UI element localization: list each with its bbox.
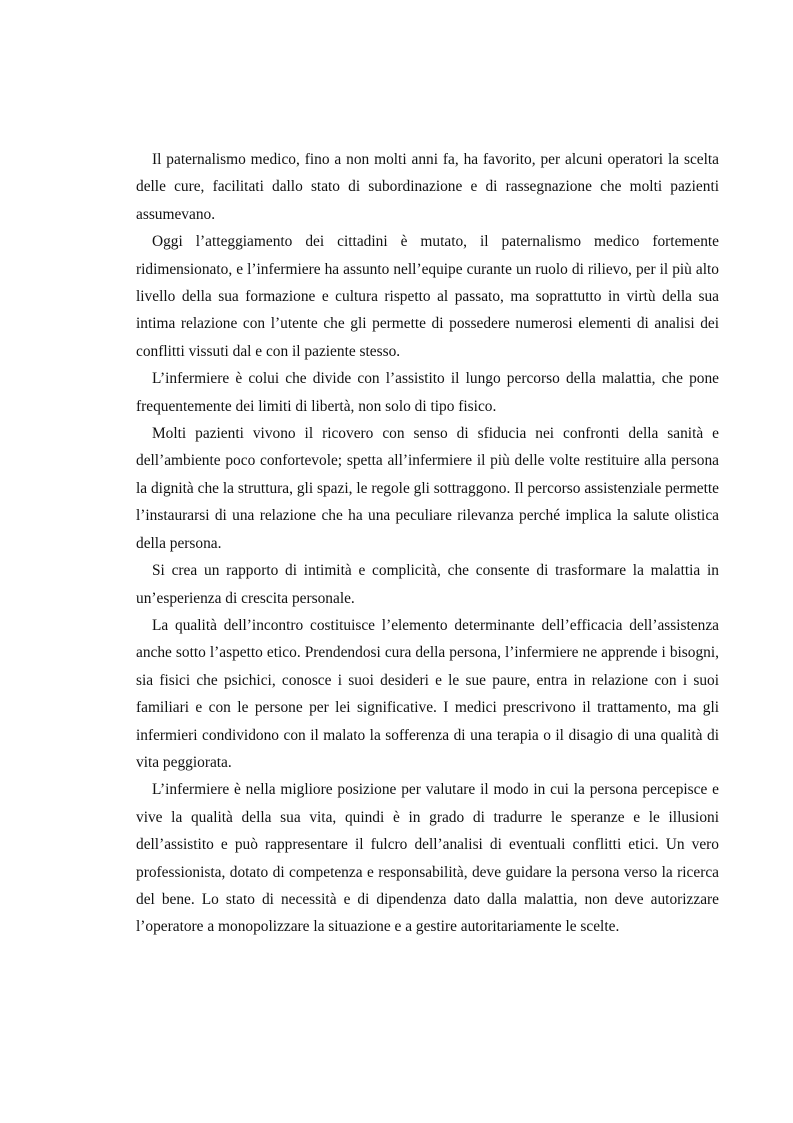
paragraph-5: Si crea un rapporto di intimità e complicità, che consente di trasformare la malattia in un’esperienza di crescita personale. xyxy=(136,562,719,607)
paragraph-3: L’infermiere è colui che divide con l’assistito il lungo percorso della malattia, che pone frequentemente dei limiti di libertà, non solo di tipo fisico. xyxy=(136,370,719,415)
paragraph-7: L’infermiere è nella migliore posizione per valutare il modo in cui la persona percepisce e vive la qualità della sua vita, quindi è in grado di tradurre le speranze e le illusioni dell’assistito e può rappresentare il fulcro dell’analisi di eventuali conflitti etici. Un vero professionista, dotato di competenza e responsabilità, deve guidare la persona verso la ricerca del bene. Lo stato di necessità e di dipendenza dato dalla malattia, non deve autorizzare l’operatore a monopolizzare la situazione e a gestire autoritariamente le scelte. xyxy=(136,781,719,936)
paragraph-2: Oggi l’atteggiamento dei cittadini è mutato, il paternalismo medico fortemente ridimensionato, e l’infermiere ha assunto nell’equipe curante un ruolo di rilievo, per il più alto livello della sua formazione e cultura rispetto al passato, ma soprattutto in virtù della sua intima relazione con l’utente che gli permette di possedere numerosi elementi di analisi dei conflitti vissuti dal e con il paziente stesso. xyxy=(136,233,719,360)
paragraph-4: Molti pazienti vivono il ricovero con senso di sfiducia nei confronti della sanità e dell’ambiente poco confortevole; spetta all’infermiere il più delle volte restituire alla persona la dignità che la struttura, gli spazi, le regole gli sottraggono. Il percorso assistenziale permette l’instaurarsi di una relazione che ha una peculiare rilevanza perché implica la salute olistica della persona. xyxy=(136,425,719,552)
paragraph-1: Il paternalismo medico, fino a non molti anni fa, ha favorito, per alcuni operatori la scelta delle cure, facilitati dallo stato di subordinazione e di rassegnazione che molti pazienti assumevano. xyxy=(136,151,719,223)
paragraph-6: La qualità dell’incontro costituisce l’elemento determinante dell’efficacia dell’assistenza anche sotto l’aspetto etico. Prendendosi cura della persona, l’infermiere ne apprende i bisogni, sia fisici che psichici, conosce i suoi desideri e le sue paure, entra in relazione con i suoi familiari e con le persone per lei significative. I medici prescrivono il trattamento, ma gli infermieri condividono con il malato la sofferenza di una terapia o il disagio di una qualità di vita peggiorata. xyxy=(136,616,719,771)
body-text xyxy=(136,146,719,941)
